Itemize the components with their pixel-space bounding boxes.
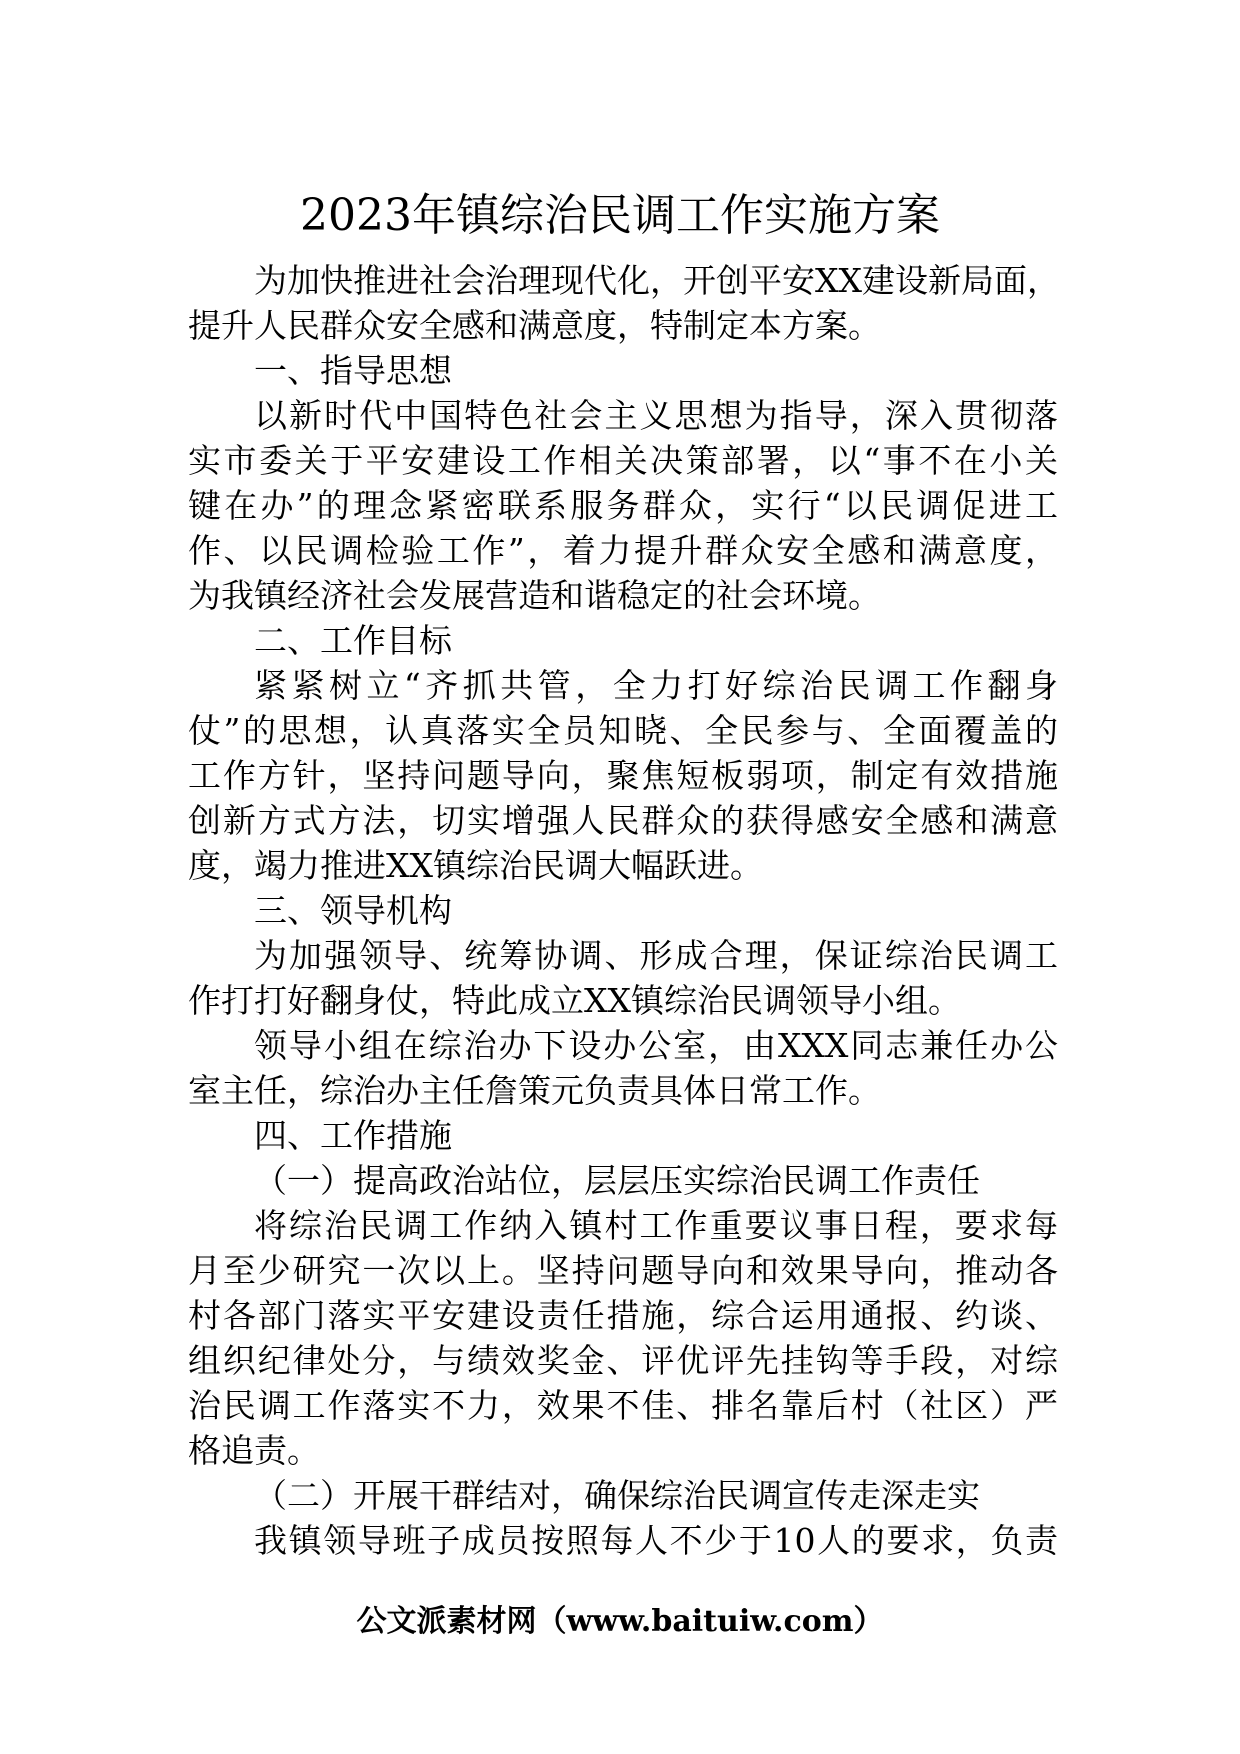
body-text-line: 格追责。 [188,1431,320,1470]
body-text-line: 键在办”的理念紧密联系服务群众，实行“以民调促进工 [188,486,1058,525]
body-text-line: 仗”的思想，认真落实全员知晓、全民参与、全面覆盖的 [188,711,1058,750]
body-text-line: 以新时代中国特色社会主义思想为指导，深入贯彻落 [254,396,1058,435]
body-text-line: 工作方针，坚持问题导向，聚焦短板弱项，制定有效措施 [188,756,1058,795]
document-body [188,258,1058,1563]
body-text-line: 三、领导机构 [254,891,452,930]
body-text-line: 领导小组在综治办下设办公室，由XXX同志兼任办公 [254,1026,1058,1065]
body-text-line: 为我镇经济社会发展营造和谐稳定的社会环境。 [188,576,881,615]
body-text-line: 度，竭力推进XX镇综治民调大幅跃进。 [188,846,763,885]
body-text-line: 二、工作目标 [254,621,452,660]
body-text-line: 紧紧树立“齐抓共管，全力打好综治民调工作翻身 [254,666,1058,705]
source-watermark-footer: 公文派素材网（www.baituiw.com） [356,1604,884,1639]
body-text-line: 作、以民调检验工作”，着力提升群众安全感和满意度， [188,531,1058,570]
body-text-line: 创新方式方法，切实增强人民群众的获得感安全感和满意 [188,801,1058,840]
body-text-line: 月至少研究一次以上。坚持问题导向和效果导向，推动各 [188,1251,1058,1290]
body-text-line: 组织纪律处分，与绩效奖金、评优评先挂钩等手段，对综 [188,1341,1058,1380]
body-text-line: （一）提高政治站位，层层压实综治民调工作责任 [254,1161,980,1200]
body-text-line: 村各部门落实平安建设责任措施，综合运用通报、约谈、 [188,1296,1058,1335]
body-text-line: 治民调工作落实不力，效果不佳、排名靠后村（社区）严 [188,1386,1058,1425]
document-title: 2023年镇综治民调工作实施方案 [300,190,940,241]
body-text-line: 提升人民群众安全感和满意度，特制定本方案。 [188,306,881,345]
body-text-line: 一、指导思想 [254,351,452,390]
body-text-line: 将综治民调工作纳入镇村工作重要议事日程，要求每 [254,1206,1058,1245]
body-text-line: 我镇领导班子成员按照每人不少于10人的要求，负责 [254,1521,1058,1560]
body-text-line: 为加强领导、统筹协调、形成合理，保证综治民调工 [254,936,1058,975]
body-text-line: 实市委关于平安建设工作相关决策部署，以“事不在小关 [188,441,1058,480]
body-text-line: 为加快推进社会治理现代化，开创平安XX建设新局面， [254,261,1060,300]
body-text-line: 室主任，综治办主任詹策元负责具体日常工作。 [188,1071,881,1110]
body-text-line: （二）开展干群结对，确保综治民调宣传走深走实 [254,1476,980,1515]
body-text-line: 作打打好翻身仗，特此成立XX镇综治民调领导小组。 [188,981,961,1020]
body-text-line: 四、工作措施 [254,1116,452,1155]
